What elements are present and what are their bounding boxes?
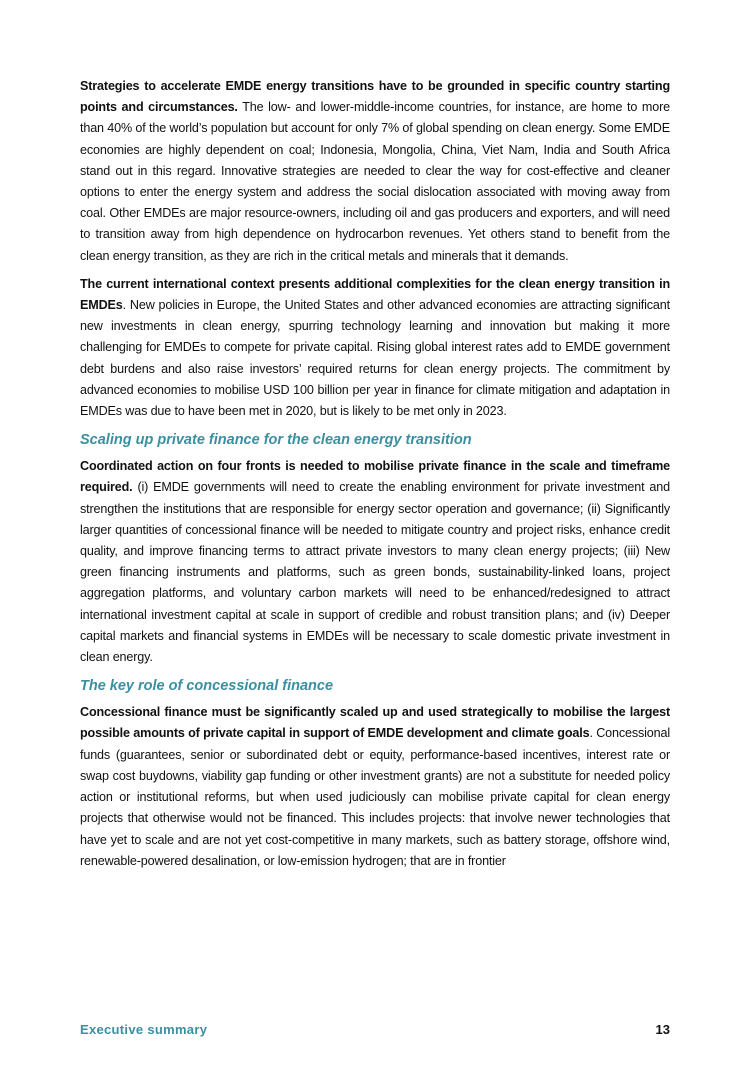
paragraph-lead: Strategies to accelerate EMDE energy transitions have to be grounded in specific country starting points and circumstances. <box>80 79 670 115</box>
paragraph-concessional-finance <box>80 702 670 872</box>
paragraph-lead: The current international context presents additional complexities for the clean energy transition in EMDEs <box>80 276 670 313</box>
footer-section-title: Executive summary <box>80 1022 208 1037</box>
paragraph-lead: Coordinated action on four fronts is needed to mobilise private finance in the scale and timeframe required. <box>80 459 670 495</box>
paragraph-text: . New policies in Europe, the United States and other advanced economies are attracting significant new investments in clean energy, spurring technology learning and innovation but making it more challenging for EMDEs to compete for private capital. Rising global interest rates add to EMDE government debt burdens and also raise investors’ required returns for clean energy projects. The commitment by advanced economies to mobilise USD 100 billion per year in finance for climate mitigation and adaptation in EMDEs was due to have been met in 2020, but is likely to be met only in 2023. <box>80 298 670 419</box>
paragraph-international-context <box>80 274 670 422</box>
paragraph-text: (i) EMDE governments will need to create the enabling environment for private investment and strengthen the institutions that are responsible for energy sector operation and governance; (ii) Significantly larger quantities of concessional finance will be needed to mitigate country and project risks, enhance credit quality, and improve financing terms to attract private investors to many clean energy projects; (iii) New green financing instruments and platforms, such as green bonds, sustainability-linked loans, project aggregation platforms, and voluntary carbon markets will need to be enhanced/redesigned to attract international investment capital at scale in support of credible and robust transition plans; and (iv) Deeper capital markets and financial systems in EMDEs will be necessary to scale domestic private investment in clean energy. <box>80 480 670 665</box>
paragraph-coordinated-action <box>80 456 670 668</box>
paragraph-text: . Concessional funds (guarantees, senior or subordinated debt or equity, performance-based incentives, interest rate or swap cost buydowns, viability gap funding or other investment grants) are not a substitute for needed policy action or institutional reforms, but when used judiciously can mobilise private capital for clean energy projects that otherwise would not be financed. This includes projects: that involve newer technologies that have yet to scale and are not yet cost-competitive in many markets, such as battery storage, offshore wind, renewable-powered desalination, or low-emission hydrogen; that are in frontier <box>80 726 670 868</box>
section-heading-concessional-finance: The key role of concessional finance <box>80 678 334 695</box>
page-body <box>80 76 670 879</box>
section-heading-private-finance: Scaling up private finance for the clean energy transition <box>80 432 472 449</box>
page-footer <box>80 1022 670 1037</box>
page-number: 13 <box>655 1022 670 1037</box>
paragraph-strategies <box>80 76 670 267</box>
paragraph-lead: Concessional finance must be significantly scaled up and used strategically to mobilise the largest possible amounts of private capital in support of EMDE development and climate goals <box>80 705 670 741</box>
paragraph-text: The low- and lower-middle-income countries, for instance, are home to more than 40% of the world’s population but account for only 7% of global spending on clean energy. Some EMDE economies are highly dependent on coal; Indonesia, Mongolia, China, Viet Nam, India and South Africa stand out in this regard. Innovative strategies are needed to clear the way for cost-effective and cleaner options to enter the energy system and address the social dislocation associated with moving away from coal. Other EMDEs are major resource-owners, including oil and gas producers and exporters, and will need to transition away from high dependence on hydrocarbon revenues. Yet others stand to benefit from the clean energy transition, as they are rich in the critical metals and minerals that it demands. <box>80 100 670 263</box>
